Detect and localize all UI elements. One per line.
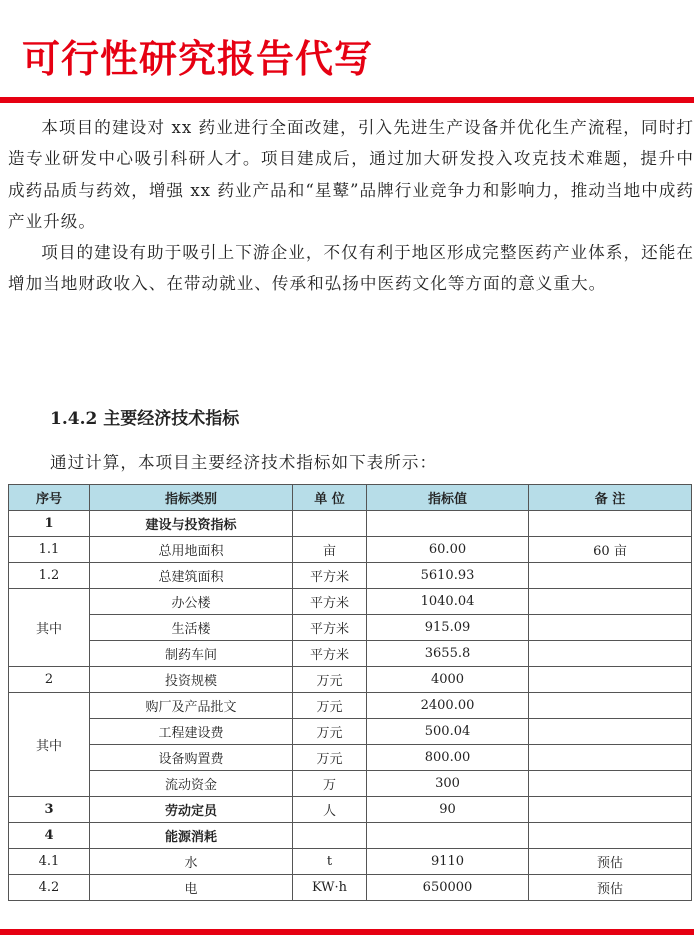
cell-value: 60.00 (367, 537, 529, 563)
cell-category: 总用地面积 (90, 537, 293, 563)
cell-unit: 万元 (293, 719, 367, 745)
section-heading: 1.4.2 主要经济技术指标 (50, 409, 240, 429)
cell-category: 工程建设费 (90, 719, 293, 745)
cell-unit: 平方米 (293, 563, 367, 589)
table-row (9, 797, 692, 823)
column-header-unit: 单 位 (293, 485, 367, 511)
cell-no: 4 (9, 823, 90, 849)
cell-note (529, 589, 692, 615)
cell-no: 1.1 (9, 537, 90, 563)
cell-no: 2 (9, 667, 90, 693)
table-row (9, 745, 692, 771)
table-header-row (9, 485, 692, 511)
cell-category: 办公楼 (90, 589, 293, 615)
cell-value: 1040.04 (367, 589, 529, 615)
cell-unit: 平方米 (293, 589, 367, 615)
cell-value (367, 823, 529, 849)
table-row (9, 849, 692, 875)
cell-note (529, 563, 692, 589)
table-row (9, 537, 692, 563)
cell-note (529, 797, 692, 823)
cell-category: 制药车间 (90, 641, 293, 667)
table-row (9, 667, 692, 693)
cell-category: 生活楼 (90, 615, 293, 641)
footer-divider (0, 929, 694, 935)
cell-value: 2400.00 (367, 693, 529, 719)
cell-unit (293, 823, 367, 849)
cell-no: 1.2 (9, 563, 90, 589)
cell-value: 3655.8 (367, 641, 529, 667)
cell-no: 4.1 (9, 849, 90, 875)
table-row (9, 563, 692, 589)
cell-category: 投资规模 (90, 667, 293, 693)
column-header-value: 指标值 (367, 485, 529, 511)
cell-note (529, 511, 692, 537)
cell-unit (293, 511, 367, 537)
cell-category: 购厂及产品批文 (90, 693, 293, 719)
cell-note (529, 641, 692, 667)
table-intro: 通过计算，本项目主要经济技术指标如下表所示： (50, 453, 438, 472)
table-row (9, 615, 692, 641)
cell-note (529, 667, 692, 693)
column-header-no: 序号 (9, 485, 90, 511)
cell-unit: 亩 (293, 537, 367, 563)
cell-value (367, 511, 529, 537)
paragraph: 项目的建设有助于吸引上下游企业，不仅有利于地区形成完整医药产业体系，还能在增加当地财政收入、在带动就业、传承和弘扬中医药文化等方面的意义重大。 (8, 243, 694, 294)
cell-value: 800.00 (367, 745, 529, 771)
cell-value: 90 (367, 797, 529, 823)
cell-no: 4.2 (9, 875, 90, 901)
cell-unit: 万元 (293, 745, 367, 771)
cell-value: 650000 (367, 875, 529, 901)
table-row (9, 511, 692, 537)
cell-note (529, 615, 692, 641)
cell-note (529, 719, 692, 745)
table-row (9, 693, 692, 719)
cell-no: 1 (9, 511, 90, 537)
cell-note: 预估 (529, 849, 692, 875)
cell-category: 水 (90, 849, 293, 875)
cell-category: 总建筑面积 (90, 563, 293, 589)
table-row (9, 771, 692, 797)
cell-note (529, 693, 692, 719)
cell-unit: 万 (293, 771, 367, 797)
cell-unit: t (293, 849, 367, 875)
cell-unit: 平方米 (293, 615, 367, 641)
cell-category: 电 (90, 875, 293, 901)
cell-value: 500.04 (367, 719, 529, 745)
cell-note: 60 亩 (529, 537, 692, 563)
cell-no-group: 其中 (9, 589, 90, 667)
cell-note (529, 771, 692, 797)
body-text (8, 112, 694, 300)
cell-unit: 人 (293, 797, 367, 823)
cell-value: 5610.93 (367, 563, 529, 589)
paragraph: 本项目的建设对 xx 药业进行全面改建，引入先进生产设备并优化生产流程，同时打造专业研发中心吸引科研人才。项目建成后，通过加大研发投入攻克技术难题，提升中成药品质与药效，增强 xx 药业产品和“星鼙”品牌行业竞争力和影响力，推动当地中成药产业升级。 (8, 118, 694, 231)
header-divider (0, 97, 694, 103)
indicator-table (8, 484, 692, 901)
cell-unit: 万元 (293, 667, 367, 693)
cell-category: 劳动定员 (90, 797, 293, 823)
table-row (9, 719, 692, 745)
cell-unit: KW·h (293, 875, 367, 901)
column-header-note: 备 注 (529, 485, 692, 511)
page-title: 可行性研究报告代写 (22, 37, 374, 81)
cell-note: 预估 (529, 875, 692, 901)
cell-note (529, 823, 692, 849)
cell-category: 能源消耗 (90, 823, 293, 849)
cell-no-group: 其中 (9, 693, 90, 797)
table-row (9, 589, 692, 615)
cell-category: 设备购置费 (90, 745, 293, 771)
cell-value: 300 (367, 771, 529, 797)
cell-no: 3 (9, 797, 90, 823)
cell-note (529, 745, 692, 771)
cell-value: 915.09 (367, 615, 529, 641)
table-row (9, 823, 692, 849)
cell-category: 流动资金 (90, 771, 293, 797)
cell-value: 9110 (367, 849, 529, 875)
cell-unit: 万元 (293, 693, 367, 719)
cell-value: 4000 (367, 667, 529, 693)
cell-unit: 平方米 (293, 641, 367, 667)
table-row (9, 641, 692, 667)
column-header-category: 指标类别 (90, 485, 293, 511)
cell-category: 建设与投资指标 (90, 511, 293, 537)
table-row (9, 875, 692, 901)
